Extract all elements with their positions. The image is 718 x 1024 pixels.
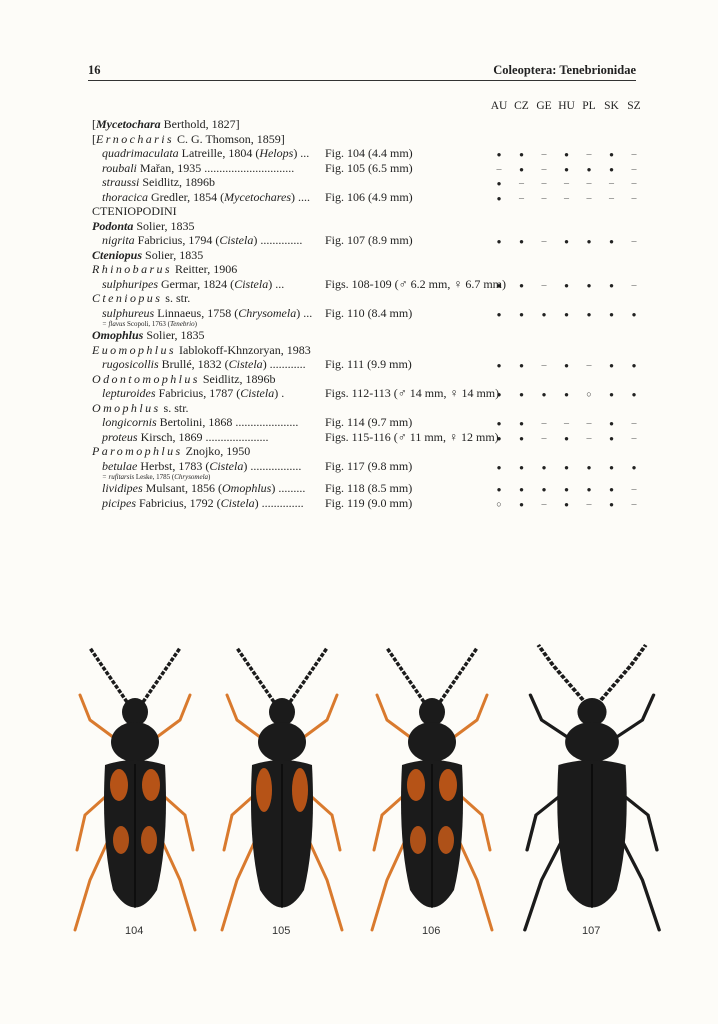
taxon-name <box>92 219 195 233</box>
taxon-name-part: Odontomophlus <box>92 371 200 386</box>
taxon-name-part: Mycetochares <box>224 189 292 204</box>
beetle-107 <box>525 645 659 930</box>
distribution-marks <box>488 496 648 511</box>
beetle-antenna <box>440 648 477 702</box>
page-header <box>88 62 636 81</box>
taxon-name-part: ) .... <box>291 189 311 204</box>
taxon-name-part: s. str. <box>162 291 191 305</box>
taxon-name-part: Leske, 1785 ( <box>134 473 175 481</box>
column-header-hu: HU <box>558 100 575 112</box>
list-row-species <box>92 496 652 511</box>
taxon-name-part: Bertolini, 1868 ..................... <box>156 415 299 429</box>
list-row-species <box>92 306 652 321</box>
list-row-species <box>92 146 652 161</box>
page-number: 16 <box>88 63 101 77</box>
figure-reference: Fig. 117 (9.8 mm) <box>325 458 413 473</box>
elytra-spot <box>141 826 157 854</box>
taxon-name-part: longicornis <box>102 415 157 429</box>
figure-reference: Fig. 119 (9.0 mm) <box>325 495 413 510</box>
taxon-name <box>92 496 304 510</box>
taxon-name-part: Latreille, 1804 ( <box>178 146 260 160</box>
taxon-name-part: rugosicollis <box>102 357 159 371</box>
taxon-name-part: picipes <box>102 495 136 510</box>
taxon-name <box>92 444 250 458</box>
distribution-marks <box>488 459 648 474</box>
list-row-species <box>92 415 652 430</box>
beetle-head <box>577 698 606 726</box>
taxon-name <box>92 473 210 481</box>
beetle-antenna <box>290 648 327 702</box>
distribution-au-doubtful <box>488 496 510 512</box>
taxon-name <box>92 262 237 276</box>
figure-label-105: 105 <box>272 925 291 937</box>
taxon-name-part: Herbst, 1783 ( <box>137 458 210 473</box>
taxon-name-part: CTENIOPODINI <box>92 204 177 218</box>
beetle-leg <box>612 695 653 740</box>
taxon-name-part: Ernocharis <box>96 131 174 146</box>
elytra-spot <box>410 826 426 854</box>
list-row-subgenus <box>92 372 652 387</box>
list-row-subgenus <box>92 291 652 306</box>
taxon-name-part: ) <box>208 473 211 481</box>
distribution-marks <box>488 415 648 430</box>
taxon-name-part: Znojko, 1950 <box>182 444 251 458</box>
elytra-spot <box>292 768 308 812</box>
beetle-head <box>269 698 295 726</box>
beetle-pronotum <box>258 722 306 762</box>
elytra-spot <box>142 769 160 801</box>
list-row-subgenus <box>92 262 652 277</box>
beetle-antenna <box>601 645 646 700</box>
beetle-leg <box>153 695 190 740</box>
taxon-name <box>92 161 294 175</box>
list-row-subgenus <box>92 401 652 416</box>
beetle-104 <box>75 648 195 930</box>
taxon-name-part: Chrysomela <box>238 305 297 320</box>
taxon-name <box>92 372 276 386</box>
taxon-name-part: = flavus <box>102 320 126 328</box>
list-row-tribe <box>92 204 652 219</box>
list-row-species <box>92 175 652 190</box>
list-row-genus <box>92 248 652 263</box>
taxon-name-part: Omophlus <box>92 328 144 342</box>
figure-reference: Fig. 118 (8.5 mm) <box>325 481 413 495</box>
distribution-sz-absent <box>623 496 645 513</box>
taxon-name-part: nigrita <box>102 233 135 247</box>
taxon-name-part: ) ............ <box>262 357 306 371</box>
taxon-name-part: Linnaeus, 1758 ( <box>154 305 239 320</box>
taxon-name-part: ) .............. <box>254 495 304 510</box>
taxon-name-part: Omophlus <box>92 400 161 415</box>
taxon-name <box>92 117 240 131</box>
taxon-name <box>92 190 310 204</box>
beetle-antenna <box>90 648 127 702</box>
elytra-spot <box>407 769 425 801</box>
list-row-synonym <box>92 473 652 481</box>
taxon-name-part: Berthold, 1827] <box>160 117 240 131</box>
taxon-name <box>92 430 269 444</box>
taxon-name <box>92 277 284 291</box>
column-header-sk: SK <box>604 100 619 112</box>
taxon-name-part: [ <box>92 131 96 146</box>
taxon-name <box>92 248 203 262</box>
beetle-antenna <box>143 648 180 702</box>
species-list <box>92 117 652 510</box>
beetle-leg <box>530 695 571 740</box>
taxon-name-part: Cistela <box>220 495 255 510</box>
distribution-marks <box>488 175 648 190</box>
running-title: Coleoptera: Tenebrionidae <box>493 63 636 77</box>
taxon-name <box>92 204 177 218</box>
taxon-name-part: Gredler, 1854 ( <box>148 189 225 204</box>
taxon-name-part: Podonta <box>92 218 134 233</box>
list-row-species <box>92 481 652 496</box>
beetle-figures <box>60 640 680 970</box>
taxon-name-part: ) ................. <box>243 458 302 473</box>
taxon-name-part: Tenebrio <box>169 320 195 328</box>
beetle-106 <box>372 648 492 930</box>
taxon-name-part: Cistela <box>228 357 263 371</box>
taxon-name-part: Cistela <box>240 386 275 400</box>
distribution-marks <box>488 146 648 161</box>
list-row-species <box>92 277 652 292</box>
country-columns-header <box>488 100 648 116</box>
taxon-name <box>92 132 285 146</box>
distribution-ge-absent <box>533 496 555 513</box>
taxon-name-part: Seidlitz, 1896b <box>199 371 276 386</box>
taxon-name-part: Chrysomela <box>174 473 209 481</box>
list-row-synonym <box>92 320 652 328</box>
taxon-name-part: Kirsch, 1869 ..................... <box>137 429 269 444</box>
taxon-name-part: = rufitarsis <box>102 473 135 481</box>
taxon-name-part: Reitter, 1906 <box>172 262 238 276</box>
taxon-name <box>92 291 190 305</box>
distribution-marks <box>488 161 648 176</box>
taxon-name-part: Scopoli, 1763 ( <box>125 320 170 328</box>
taxon-name-part: ) ... <box>268 276 285 291</box>
taxon-name-part: betulae <box>102 458 138 473</box>
taxon-name <box>92 320 197 328</box>
taxon-name-part: Paromophlus <box>92 444 183 458</box>
taxon-name-part: sulphureus <box>102 305 155 320</box>
beetle-pronotum <box>111 722 159 762</box>
taxon-name-part: Seidlitz, 1896b <box>139 175 216 189</box>
list-row-species <box>92 161 652 176</box>
elytra-spot <box>438 826 454 854</box>
taxon-name-part: Cistela <box>234 276 269 291</box>
beetle-leg <box>377 695 414 740</box>
taxon-name-part: Euomophlus <box>92 342 176 357</box>
list-row-species <box>92 357 652 372</box>
distribution-marks <box>488 430 648 445</box>
beetle-leg <box>300 695 337 740</box>
figure-reference: Figs. 112-113 (♂ 14 mm, ♀ 14 mm) <box>325 386 500 400</box>
figure-reference: Fig. 114 (9.7 mm) <box>325 415 413 429</box>
beetle-leg <box>80 695 117 740</box>
taxon-name-part: Solier, 1835 <box>142 247 204 262</box>
taxon-name-part: ) ......... <box>271 481 306 495</box>
taxon-name-part: Fabricius, 1787 ( <box>155 386 241 400</box>
taxon-name-part: Fabricius, 1792 ( <box>136 495 221 510</box>
column-header-sz: SZ <box>627 100 641 112</box>
taxon-name <box>92 146 309 160</box>
distribution-marks <box>488 481 648 496</box>
taxon-name <box>92 415 298 429</box>
figure-reference: Fig. 104 (4.4 mm) <box>325 146 413 160</box>
beetle-105 <box>222 648 342 930</box>
taxon-name <box>92 306 312 320</box>
taxon-name-part: Fabricius, 1794 ( <box>134 233 220 247</box>
taxon-name <box>92 459 301 473</box>
beetle-antenna <box>387 648 424 702</box>
list-row-subgenus <box>92 343 652 358</box>
taxon-name <box>92 233 302 247</box>
beetle-head <box>419 698 445 726</box>
taxon-name <box>92 386 284 400</box>
elytra-spot <box>256 768 272 812</box>
taxon-name-part: Cteniopus <box>92 291 163 305</box>
list-row-subgenus <box>92 444 652 459</box>
figure-reference: Fig. 110 (8.4 mm) <box>325 305 413 320</box>
list-row-species <box>92 386 652 401</box>
column-header-au: AU <box>490 100 508 112</box>
taxon-name <box>92 328 205 342</box>
distribution-marks <box>488 233 648 248</box>
taxon-name <box>92 357 306 371</box>
taxon-name-part: Solier, 1835 <box>133 218 195 233</box>
distribution-marks <box>488 357 648 372</box>
figure-reference: Fig. 106 (4.9 mm) <box>325 189 413 204</box>
figure-reference: Figs. 115-116 (♂ 11 mm, ♀ 12 mm) <box>325 429 499 444</box>
distribution-pl-doubtful <box>578 386 600 402</box>
column-header-cz: CZ <box>514 100 529 112</box>
distribution-marks <box>488 306 648 321</box>
taxon-name-part: Iablokoff-Khnzoryan, 1983 <box>176 342 311 357</box>
taxon-name-part: lividipes <box>102 481 143 495</box>
list-row-genus <box>92 219 652 234</box>
column-header-pl: PL <box>582 100 596 112</box>
distribution-marks <box>488 277 648 292</box>
beetle-antenna <box>538 645 583 700</box>
taxon-name-part: Mulsant, 1856 ( <box>142 481 223 495</box>
taxon-name-part: Germar, 1824 ( <box>158 276 235 291</box>
taxon-name-part: Solier, 1835 <box>143 328 205 342</box>
taxon-name-part: Mycetochara <box>96 117 161 131</box>
distribution-cz-present <box>511 496 533 513</box>
taxon-name-part: ) . <box>274 386 285 400</box>
taxon-name-part: sulphuripes <box>102 276 159 291</box>
figure-reference: Fig. 105 (6.5 mm) <box>325 160 413 175</box>
list-row-species <box>92 430 652 445</box>
list-row-subgenus <box>92 132 652 147</box>
figure-reference: Figs. 108-109 (♂ 6.2 mm, ♀ 6.7 mm) <box>325 276 507 291</box>
distribution-marks <box>488 190 648 205</box>
taxon-name-part: ) .............. <box>253 233 303 247</box>
list-row-species <box>92 459 652 474</box>
taxon-name-part: thoracica <box>102 189 148 204</box>
taxon-name-part: Cteniopus <box>92 247 143 262</box>
beetle-pronotum <box>408 722 456 762</box>
taxon-name <box>92 175 215 189</box>
distribution-sk-present <box>601 496 623 513</box>
beetle-leg <box>450 695 487 740</box>
taxon-name-part: proteus <box>102 429 138 444</box>
elytra-spot <box>113 826 129 854</box>
list-row-genus_bracket <box>92 117 652 132</box>
figure-label-106: 106 <box>422 925 441 937</box>
taxon-name-part: lepturoides <box>102 386 156 400</box>
list-row-species <box>92 190 652 205</box>
elytra-spot <box>439 769 457 801</box>
taxon-name-part: ) ... <box>293 146 310 160</box>
distribution-marks <box>488 386 648 401</box>
taxon-name-part: Rhinobarus <box>92 262 173 276</box>
taxon-name <box>92 343 311 357</box>
figure-reference: Fig. 107 (8.9 mm) <box>325 233 413 247</box>
beetle-antenna <box>237 648 274 702</box>
taxon-name-part: straussi <box>102 175 140 189</box>
elytra-spot <box>110 769 128 801</box>
taxon-name-part: Omophlus <box>222 481 272 495</box>
list-row-genus <box>92 328 652 343</box>
taxon-name-part: quadrimaculata <box>102 146 179 160</box>
beetle-leg <box>227 695 264 740</box>
column-header-ge: GE <box>536 100 552 112</box>
taxon-name-part: Cistela <box>219 233 254 247</box>
taxon-name-part: ) ... <box>296 305 313 320</box>
distribution-hu-present <box>556 496 578 513</box>
list-row-species <box>92 233 652 248</box>
taxon-name-part: roubali <box>102 160 137 175</box>
taxon-name-part: [ <box>92 117 96 131</box>
figure-reference: Fig. 111 (9.9 mm) <box>325 357 412 371</box>
taxon-name-part: s. str. <box>160 400 189 415</box>
taxon-name <box>92 401 189 415</box>
taxon-name-part: ) <box>194 320 197 328</box>
taxon-name <box>92 481 305 495</box>
taxon-name-part: Brullé, 1832 ( <box>158 357 229 371</box>
beetle-head <box>122 698 148 726</box>
distribution-pl-absent <box>578 496 600 513</box>
taxon-name-part: Mařan, 1935 .............................. <box>136 160 295 175</box>
figure-label-104: 104 <box>125 925 144 937</box>
taxon-name-part: C. G. Thomson, 1859] <box>174 131 285 146</box>
beetle-pronotum <box>565 722 619 762</box>
figure-label-107: 107 <box>582 925 601 937</box>
taxon-name-part: Cistela <box>209 458 244 473</box>
taxon-name-part: Helops <box>259 146 294 160</box>
